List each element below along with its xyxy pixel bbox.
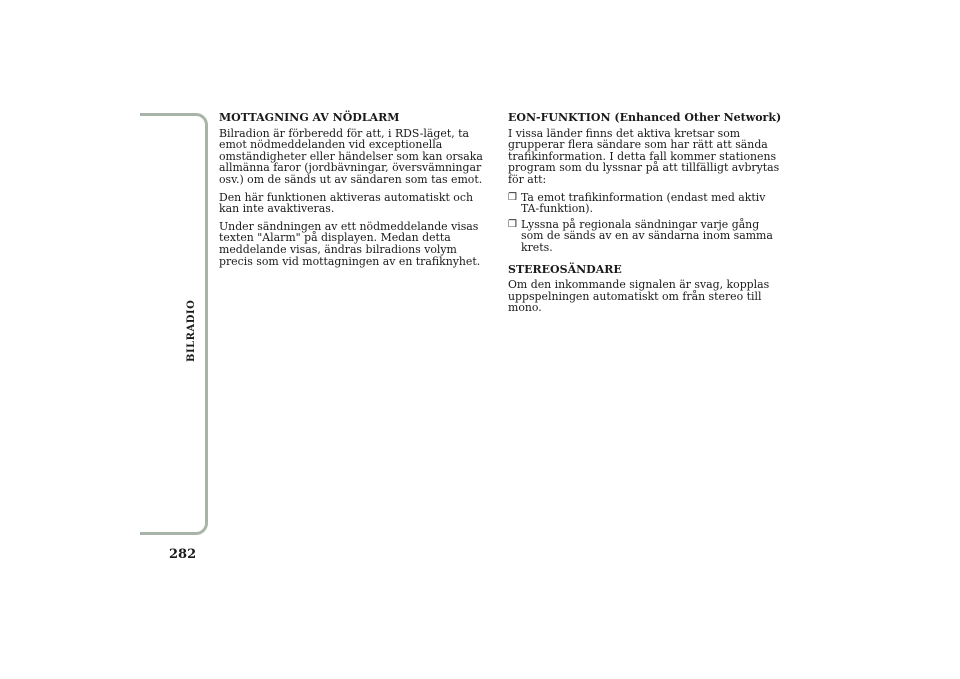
emergency-alarm-paragraph-1: Bilradion är förberedd för att, i RDS-läget, ta emot nödmeddelanden vid exceptionella omständigheter eller händelser som kan orsaka allmänna faror (jordbävningar, översvämningar osv.) om de sänds ut av sändaren som tas emot. xyxy=(219,126,483,186)
checkbox-bullet-icon: ❒ xyxy=(508,218,517,230)
list-item xyxy=(508,192,783,215)
page-number: 282 xyxy=(169,547,197,562)
emergency-alarm-paragraph-2: Den här funktionen aktiveras automatiskt och kan inte avaktiveras. xyxy=(219,190,473,216)
bullet-text: Ta emot trafikinformation (endast med aktiv TA-funktion). xyxy=(521,190,766,216)
left-column xyxy=(219,112,494,273)
bullet-text: Lyssna på regionala sändningar varje gång som de sänds av en av sändarna inom samma krets. xyxy=(521,217,773,254)
stereo-paragraph: Om den inkommande signalen är svag, kopplas uppspelningen automatiskt om från stereo till mono. xyxy=(508,278,770,315)
eon-bullet-list xyxy=(508,192,783,254)
stereo-heading: STEREOSÄNDARE xyxy=(508,262,622,276)
chapter-frame xyxy=(140,113,208,535)
eon-intro-paragraph: I vissa länder finns det aktiva kretsar som grupperar flera sändare som har rätt att sända trafikinformation. I detta fall kommer stationens program som du lyssnar på att tillfälligt avbrytas för att: xyxy=(508,126,780,186)
chapter-title: BILRADIO xyxy=(186,299,197,362)
right-column xyxy=(508,112,783,320)
emergency-alarm-paragraph-3: Under sändningen av ett nödmeddelande visas texten "Alarm" på displayen. Medan detta meddelande visas, ändras bilradions volym precis som vid mottagningen av en trafiknyhet. xyxy=(219,219,481,268)
eon-heading: EON-FUNKTION (Enhanced Other Network) xyxy=(508,111,782,124)
checkbox-bullet-icon: ❒ xyxy=(508,191,517,203)
list-item xyxy=(508,219,783,254)
emergency-alarm-heading: MOTTAGNING AV NÖDLARM xyxy=(219,111,400,124)
